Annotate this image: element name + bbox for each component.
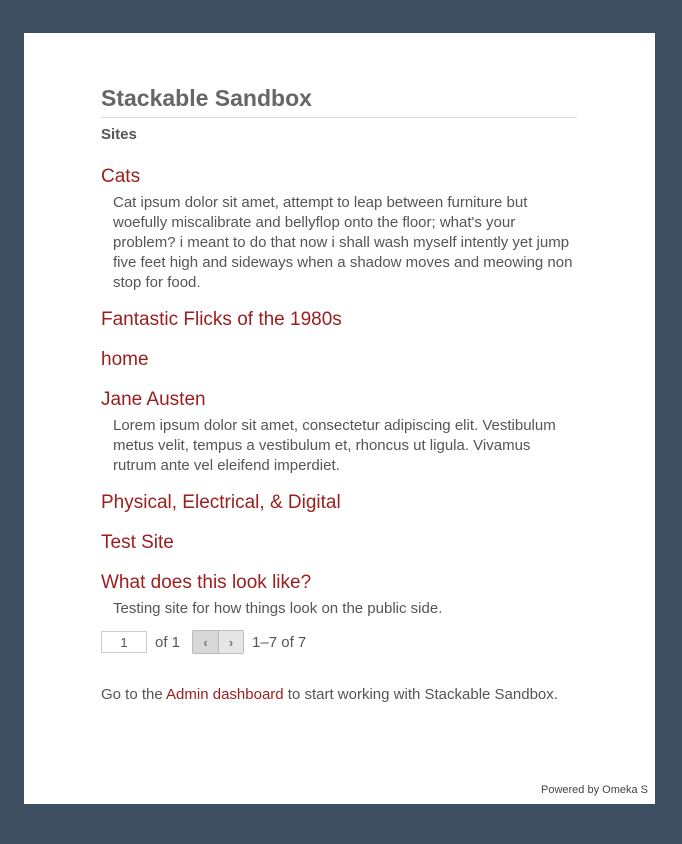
site-summary-cats: Cat ipsum dolor sit amet, attempt to leap between furniture but woefully miscalibrate and bellyflop onto the floor; what's your problem? i meant to do that now i shall wash myself intently yet jump five feet high and sideways when a shadow moves and meowing non stop for food. xyxy=(113,194,573,291)
site-link-what-does-this-look-like[interactable]: What does this look like? xyxy=(101,572,312,593)
page-title: Stackable Sandbox xyxy=(101,83,577,118)
site-link-home[interactable]: home xyxy=(101,349,149,370)
page-total-label: of 1 xyxy=(155,633,181,651)
site-link-jane-austen[interactable]: Jane Austen xyxy=(101,389,206,410)
site-link-fantastic-flicks[interactable]: Fantastic Flicks of the 1980s xyxy=(101,309,342,330)
site-item-test-site xyxy=(101,530,577,556)
powered-by: Powered by Omeka S xyxy=(541,784,648,796)
admin-message-prefix: Go to the xyxy=(101,686,167,703)
site-item-fantastic-flicks xyxy=(101,307,577,333)
site-link-physical-electrical-digital[interactable]: Physical, Electrical, & Digital xyxy=(101,492,341,513)
site-summary-what-does-this-look-like: Testing site for how things look on the public side. xyxy=(113,600,443,617)
admin-message xyxy=(101,683,577,707)
main-content xyxy=(101,83,577,722)
site-item-home xyxy=(101,347,577,373)
page-number-input[interactable] xyxy=(101,631,147,653)
page-container xyxy=(24,33,655,804)
site-link-test-site[interactable]: Test Site xyxy=(101,532,174,553)
chevron-left-icon[interactable]: ‹ xyxy=(193,631,218,653)
site-item-cats xyxy=(101,164,577,293)
site-list xyxy=(101,164,577,619)
admin-dashboard-link[interactable]: Admin dashboard xyxy=(166,686,284,703)
site-item-physical-electrical-digital xyxy=(101,490,577,516)
site-link-cats[interactable]: Cats xyxy=(101,166,141,187)
admin-message-suffix: to start working with Stackable Sandbox. xyxy=(283,686,558,703)
site-item-what-does-this-look-like xyxy=(101,570,577,619)
site-summary-jane-austen: Lorem ipsum dolor sit amet, consectetur adipiscing elit. Vestibulum metus velit, tempus a vestibulum et, rhoncus ut ligula. Vivamus rutrum ante vel eleifend imperdiet. xyxy=(113,417,556,474)
row-count-label: 1–7 of 7 xyxy=(252,633,307,651)
pager-buttons xyxy=(192,630,244,654)
pagination xyxy=(101,629,577,655)
site-item-jane-austen xyxy=(101,387,577,476)
sites-heading: Sites xyxy=(101,126,137,143)
chevron-right-icon[interactable]: › xyxy=(218,631,243,653)
